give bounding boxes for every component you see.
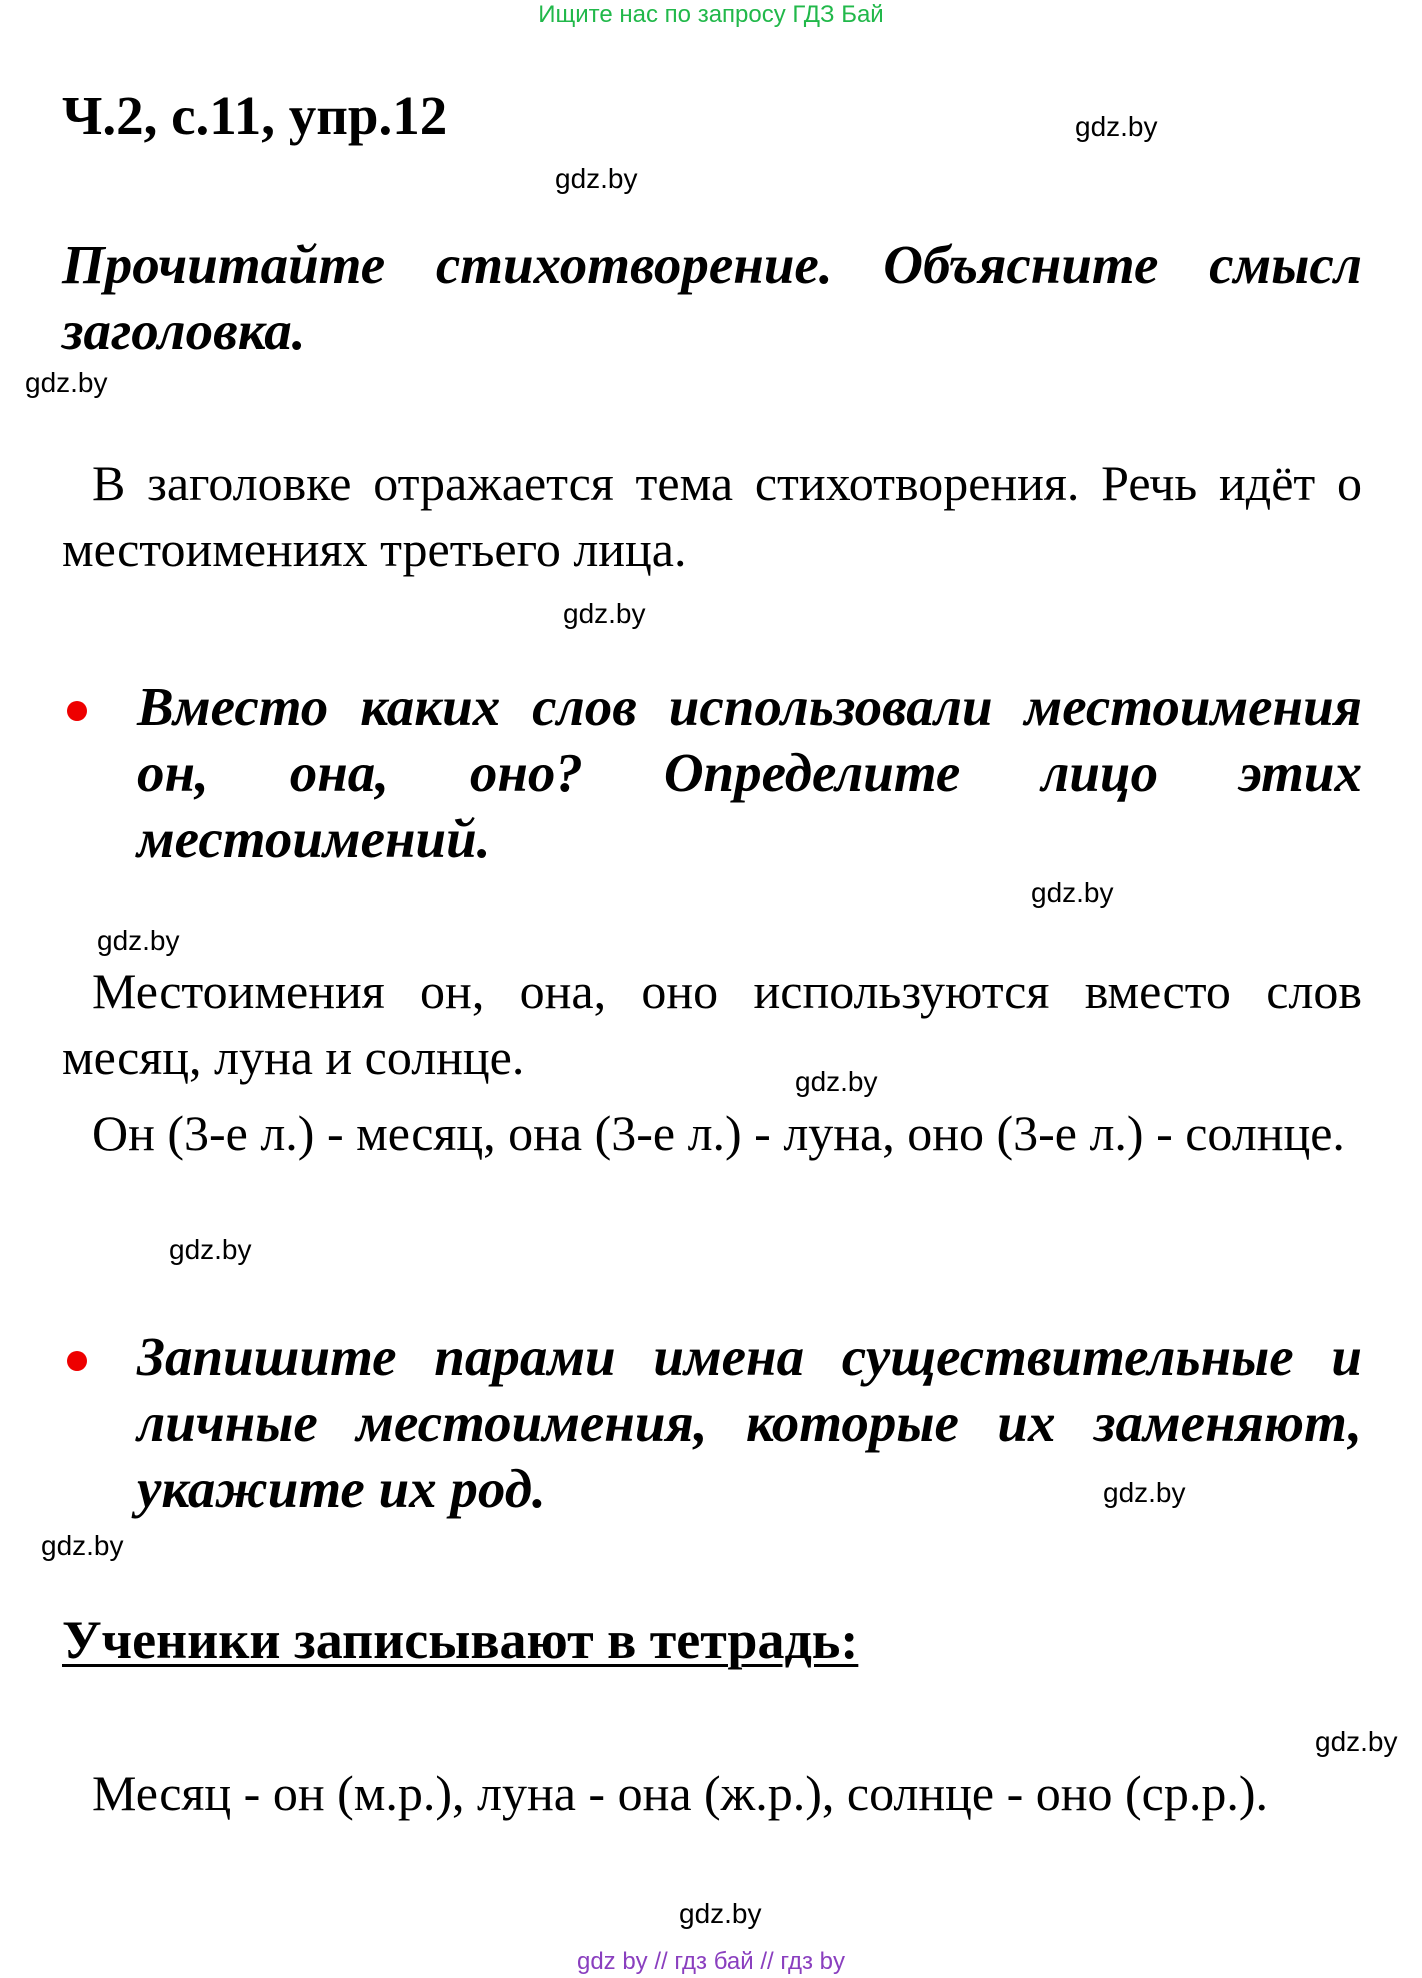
answer-text: Месяц - он (м.р.), луна - она (ж.р.), солнце - оно (ср.р.). bbox=[92, 1765, 1268, 1821]
watermark: gdz.by bbox=[97, 925, 180, 956]
bullet-icon bbox=[67, 701, 87, 721]
watermark: gdz.by bbox=[563, 598, 646, 629]
top-banner: Ищите нас по запросу ГДЗ Бай bbox=[538, 1, 884, 28]
watermark: gdz.by bbox=[1103, 1477, 1186, 1508]
task-text: Прочитайте стихотворение. Объясните смысл заголовка. bbox=[62, 234, 1362, 361]
page-title: Ч.2, с.11, упр.12 bbox=[62, 85, 448, 146]
watermark: gdz.by bbox=[1075, 111, 1158, 142]
footer-banner: gdz by // гдз бай // гдз by bbox=[576, 1948, 846, 1975]
section-heading: Ученики записывают в тетрадь: bbox=[62, 1610, 859, 1670]
task-text: Запишите парами имена существительные и личные местоимения, которые их заменяют, укажите их род. bbox=[137, 1326, 1362, 1519]
watermark: gdz.by bbox=[25, 367, 108, 398]
answer-text: В заголовке отражается тема стихотворения. Речь идёт о местоимениях третьего лица. bbox=[62, 455, 1362, 577]
watermark: gdz.by bbox=[795, 1066, 878, 1097]
watermark: gdz.by bbox=[679, 1898, 762, 1929]
answer-text: Он (3-е л.) - месяц, она (3-е л.) - луна, оно (3-е л.) - солнце. bbox=[92, 1105, 1345, 1161]
watermark: gdz.by bbox=[169, 1234, 252, 1265]
watermark: gdz.by bbox=[41, 1530, 124, 1561]
watermark: gdz.by bbox=[555, 163, 638, 194]
answer-text: Местоимения он, она, оно используются вместо слов месяц, луна и солнце. bbox=[62, 963, 1362, 1085]
task-text: Вместо каких слов использовали местоимения он, она, оно? Определите лицо этих местоимений. bbox=[137, 676, 1362, 869]
watermark: gdz.by bbox=[1031, 877, 1114, 908]
bullet-icon bbox=[67, 1351, 87, 1371]
watermark: gdz.by bbox=[1315, 1726, 1398, 1757]
